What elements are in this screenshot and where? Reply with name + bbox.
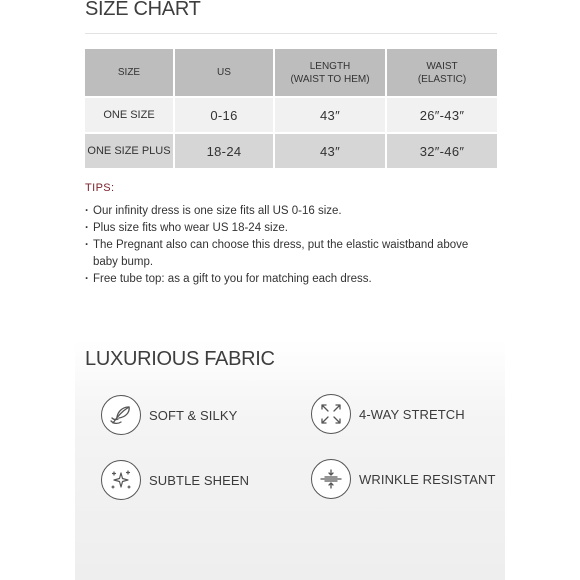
four-arrows-icon <box>311 394 351 434</box>
list-item: · Our infinity dress is one size fits all US 0-16 size. <box>85 203 485 220</box>
feature-label: SOFT & SILKY <box>149 407 238 423</box>
size-chart-title: SIZE CHART <box>85 0 201 20</box>
header-us: US <box>174 48 274 97</box>
sparkle-icon <box>101 460 141 500</box>
table-header-row <box>84 48 498 97</box>
table-row <box>84 133 498 169</box>
table-row <box>84 97 498 133</box>
wrinkle-resistant-icon <box>311 459 351 499</box>
table-cell-size: ONE SIZE PLUS <box>84 133 174 169</box>
table-cell-us: 0-16 <box>174 97 274 133</box>
title-divider <box>85 33 497 34</box>
feature-wrinkle-resistant <box>311 459 496 499</box>
table-cell-length: 43″ <box>274 133 386 169</box>
list-item: · Free tube top: as a gift to you for matching each dress. <box>85 271 485 288</box>
header-length: LENGTH (WAIST TO HEM) <box>274 48 386 97</box>
size-chart-table <box>83 47 499 170</box>
header-size: SIZE <box>84 48 174 97</box>
feature-4-way-stretch <box>311 394 465 434</box>
feature-subtle-sheen <box>101 460 249 500</box>
table-cell-length: 43″ <box>274 97 386 133</box>
table-cell-size: ONE SIZE <box>84 97 174 133</box>
feature-label: WRINKLE RESISTANT <box>359 471 496 487</box>
table-cell-waist: 32″-46″ <box>386 133 498 169</box>
list-item: · The Pregnant also can choose this dress, put the elastic waistband above baby bump. <box>85 237 485 271</box>
table-cell-us: 18-24 <box>174 133 274 169</box>
header-waist: WAIST (ELASTIC) <box>386 48 498 97</box>
feature-soft-silky <box>101 395 237 435</box>
tips-list <box>85 203 485 288</box>
feather-icon <box>101 395 141 435</box>
feature-label: 4-WAY STRETCH <box>359 406 465 422</box>
table-cell-waist: 26″-43″ <box>386 97 498 133</box>
feature-label: SUBTLE SHEEN <box>149 472 250 488</box>
tips-heading: TIPS: <box>85 182 115 194</box>
list-item: · Plus size fits who wear US 18-24 size. <box>85 220 485 237</box>
fabric-title: LUXURIOUS FABRIC <box>85 348 275 370</box>
